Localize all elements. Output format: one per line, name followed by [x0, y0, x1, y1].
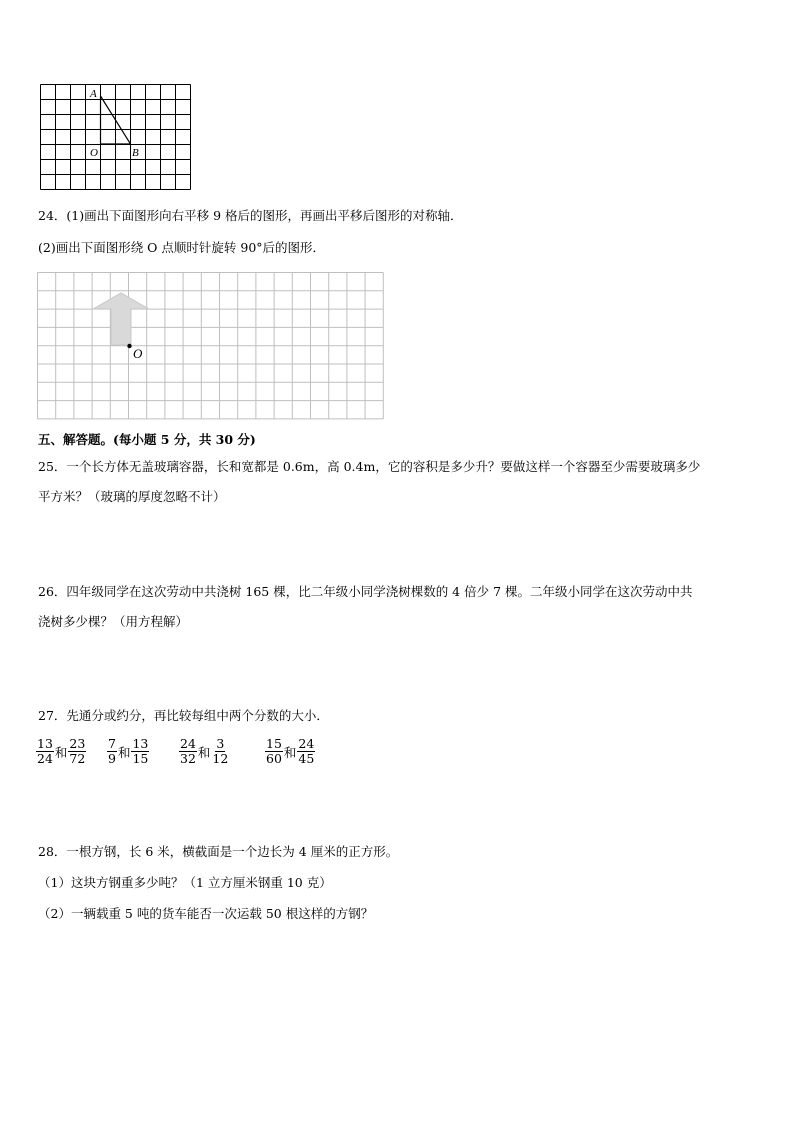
connector-he: 和: [117, 744, 131, 760]
fraction-pair-3: [179, 737, 229, 766]
arrow-grid-figure: [37, 272, 389, 422]
q28-line2: （1）这块方钢重多少吨？（1 立方厘米钢重 10 克）: [38, 875, 332, 890]
point-label-o: O: [133, 346, 143, 361]
q24-line1: 24．(1)画出下面图形向右平移 9 格后的图形，再画出平移后图形的对称轴．: [38, 208, 463, 223]
q24-line2: (2)画出下面图形绕 O 点顺时针旋转 90°后的图形．: [38, 240, 326, 255]
q25-line2: 平方米？（玻璃的厚度忽略不计）: [38, 489, 226, 504]
point-o-dot: [127, 344, 131, 348]
fraction-pair-2: [107, 737, 149, 766]
triangle-grid-figure: [39, 84, 193, 192]
fraction: $\frac{7}{9}$: [108, 736, 116, 766]
q28-line1: 28．一根方钢，长 6 米，横截面是一个边长为 4 厘米的正方形。: [38, 844, 399, 859]
arrow-shape: [93, 293, 149, 345]
fraction-pair-1: [36, 737, 86, 766]
fraction: $\frac{13}{24}$: [37, 736, 53, 766]
fraction-pair-4: [265, 737, 315, 766]
q26-line2: 浇树多少棵？（用方程解）: [38, 614, 189, 629]
q27-line1: 27．先通分或约分，再比较每组中两个分数的大小．: [38, 708, 329, 723]
fraction: $\frac{24}{32}$: [180, 736, 196, 766]
fraction: $\frac{3}{12}$: [212, 736, 229, 766]
connector-he: 和: [197, 744, 211, 760]
point-label-a: A: [90, 88, 97, 100]
fraction: $\frac{15}{60}$: [266, 736, 282, 766]
fraction: $\frac{13}{15}$: [132, 736, 149, 766]
fraction: $\frac{23}{72}$: [69, 736, 86, 766]
grid-lines: [41, 85, 191, 190]
connector-he: 和: [283, 744, 297, 760]
point-label-o: O: [90, 147, 98, 159]
connector-he: 和: [54, 744, 68, 760]
point-label-b: B: [132, 147, 139, 159]
q25-line1: 25．一个长方体无盖玻璃容器，长和宽都是 0.6m，高 0.4m，它的容积是多少升？要做这样一个容器至少需要玻璃多少: [38, 459, 701, 474]
fraction: $\frac{24}{45}$: [298, 736, 315, 766]
grid-lines: [38, 273, 384, 419]
q28-line3: （2）一辆载重 5 吨的货车能否一次运载 50 根这样的方钢？: [38, 906, 374, 921]
q26-line1: 26．四年级同学在这次劳动中共浇树 165 棵，比二年级小同学浇树棵数的 4 倍少 7 棵。二年级小同学在这次劳动中共: [38, 584, 693, 599]
section-heading: 五、解答题。(每小题 5 分，共 30 分): [38, 432, 256, 447]
